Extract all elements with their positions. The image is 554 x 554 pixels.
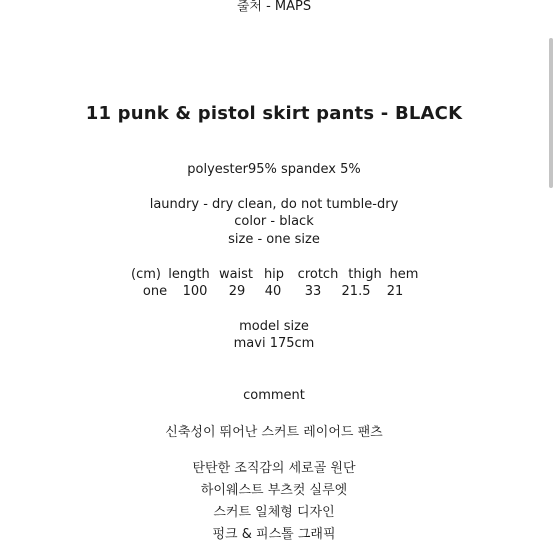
size-table-cell: 29 bbox=[228, 284, 246, 299]
color-text: color - black bbox=[234, 214, 314, 229]
size-table-header-cell: waist bbox=[218, 267, 254, 282]
size-table-cell: 33 bbox=[304, 284, 322, 299]
laundry-text: laundry - dry clean, do not tumble-dry bbox=[149, 197, 399, 212]
size-table-cell: 100 bbox=[182, 284, 208, 299]
product-title: 11 punk & pistol skirt pants - BLACK bbox=[85, 103, 463, 124]
size-table-header-cell: (cm) bbox=[131, 267, 161, 282]
size-table-header bbox=[0, 266, 548, 283]
size-table-cell: 40 bbox=[264, 284, 282, 299]
material-text: polyester95% spandex 5% bbox=[187, 162, 361, 177]
comment-line: 스커트 일체형 디자인 bbox=[213, 505, 335, 520]
source-line: 출처 - MAPS bbox=[236, 0, 312, 14]
comment-line: 펑크 & 피스톨 그래픽 bbox=[212, 527, 336, 542]
model-size-label: model size bbox=[239, 319, 309, 334]
size-table-row bbox=[0, 283, 548, 300]
size-table-header-cell: hip bbox=[263, 267, 285, 282]
scrollbar-thumb[interactable] bbox=[549, 38, 553, 188]
size-table-header-cell: crotch bbox=[297, 267, 339, 282]
size-table-cell: 21.5 bbox=[341, 284, 371, 299]
size-text: size - one size bbox=[228, 232, 320, 247]
model-info: mavi 175cm bbox=[233, 336, 315, 351]
size-table-header-cell: hem bbox=[389, 267, 419, 282]
vertical-scrollbar[interactable] bbox=[548, 0, 554, 554]
size-table-header-cell: thigh bbox=[348, 267, 382, 282]
size-table-cell: one bbox=[142, 284, 168, 299]
comment-line: 신축성이 뛰어난 스커트 레이어드 팬츠 bbox=[165, 425, 383, 440]
comment-label: comment bbox=[243, 388, 305, 403]
size-table-header-cell: length bbox=[168, 267, 210, 282]
comment-line: 하이웨스트 부츠컷 실루엣 bbox=[200, 483, 348, 498]
size-table-cell: 21 bbox=[386, 284, 404, 299]
comment-line: 탄탄한 조직감의 세로골 원단 bbox=[192, 461, 356, 476]
